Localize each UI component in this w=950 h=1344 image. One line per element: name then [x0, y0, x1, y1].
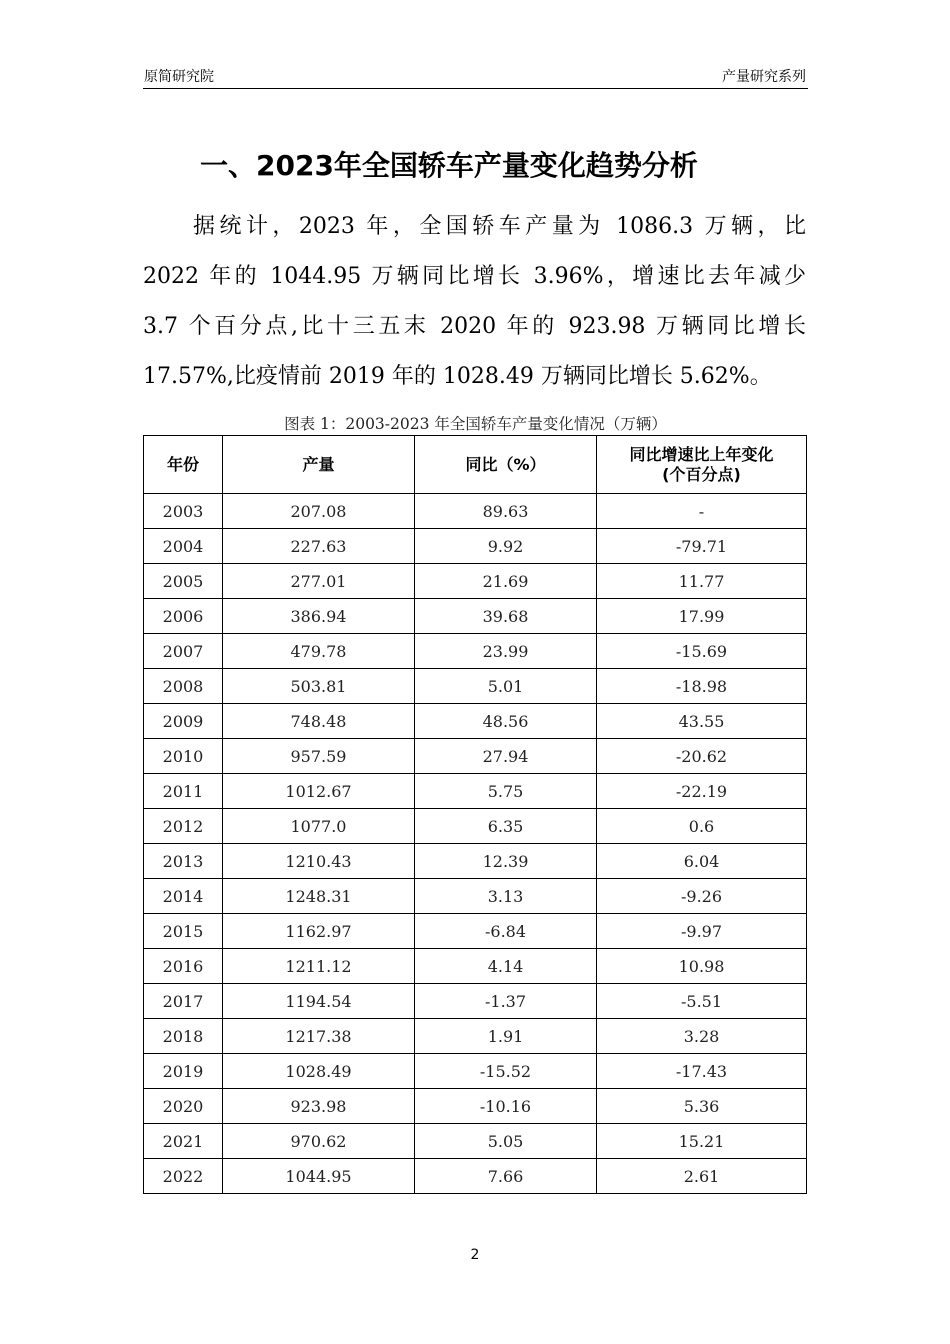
cell-yoy-change: -17.43: [597, 1054, 807, 1089]
table-row: [144, 1159, 807, 1194]
table-row: [144, 1019, 807, 1054]
cell-yoy: 21.69: [415, 564, 597, 599]
cell-yoy-change: -20.62: [597, 739, 807, 774]
cell-year: 2016: [144, 949, 223, 984]
cell-yoy: 7.66: [415, 1159, 597, 1194]
cell-output: 970.62: [223, 1124, 415, 1159]
cell-yoy: 5.05: [415, 1124, 597, 1159]
table-row: [144, 774, 807, 809]
cell-year: 2010: [144, 739, 223, 774]
cell-output: 748.48: [223, 704, 415, 739]
cell-output: 1217.38: [223, 1019, 415, 1054]
header-yoy-change: [597, 436, 807, 494]
table-caption: 图表 1：2003-2023 年全国轿车产量变化情况（万辆）: [284, 415, 667, 433]
cell-output: 1028.49: [223, 1054, 415, 1089]
cell-yoy-change: -9.97: [597, 914, 807, 949]
cell-year: 2003: [144, 494, 223, 529]
cell-output: 923.98: [223, 1089, 415, 1124]
table-row: [144, 844, 807, 879]
cell-yoy-change: 6.04: [597, 844, 807, 879]
cell-year: 2020: [144, 1089, 223, 1124]
header-divider: [143, 88, 808, 89]
cell-output: 1044.95: [223, 1159, 415, 1194]
table-row: [144, 984, 807, 1019]
header-yoy-change-line1: 同比增速比上年变化: [629, 444, 774, 464]
cell-yoy: 5.01: [415, 669, 597, 704]
cell-yoy-change: 0.6: [597, 809, 807, 844]
cell-yoy: -1.37: [415, 984, 597, 1019]
cell-yoy: 9.92: [415, 529, 597, 564]
table-row: [144, 599, 807, 634]
cell-yoy-change: 3.28: [597, 1019, 807, 1054]
paragraph-line: 3.7 个百分点,比十三五末 2020 年的 923.98 万辆同比增长: [143, 314, 806, 339]
cell-yoy-change: 11.77: [597, 564, 807, 599]
cell-yoy: -15.52: [415, 1054, 597, 1089]
cell-output: 1012.67: [223, 774, 415, 809]
table-row: [144, 634, 807, 669]
cell-year: 2018: [144, 1019, 223, 1054]
cell-year: 2012: [144, 809, 223, 844]
cell-year: 2004: [144, 529, 223, 564]
cell-yoy-change: 17.99: [597, 599, 807, 634]
cell-yoy: 48.56: [415, 704, 597, 739]
cell-output: 479.78: [223, 634, 415, 669]
cell-output: 207.08: [223, 494, 415, 529]
cell-yoy-change: -15.69: [597, 634, 807, 669]
cell-output: 1248.31: [223, 879, 415, 914]
table-row: [144, 1054, 807, 1089]
cell-year: 2015: [144, 914, 223, 949]
cell-yoy: -10.16: [415, 1089, 597, 1124]
cell-output: 1194.54: [223, 984, 415, 1019]
cell-year: 2017: [144, 984, 223, 1019]
cell-yoy: -6.84: [415, 914, 597, 949]
cell-year: 2005: [144, 564, 223, 599]
header-yoy: 同比（%）: [415, 436, 597, 494]
cell-yoy: 12.39: [415, 844, 597, 879]
cell-output: 1162.97: [223, 914, 415, 949]
table-row: [144, 809, 807, 844]
cell-yoy-change: -9.26: [597, 879, 807, 914]
table-row: [144, 1089, 807, 1124]
cell-year: 2013: [144, 844, 223, 879]
cell-yoy-change: 5.36: [597, 1089, 807, 1124]
cell-yoy: 1.91: [415, 1019, 597, 1054]
cell-output: 1077.0: [223, 809, 415, 844]
cell-output: 1211.12: [223, 949, 415, 984]
paragraph-line: 17.57%,比疫情前 2019 年的 1028.49 万辆同比增长 5.62%。: [143, 364, 772, 389]
header-output: 产量: [223, 436, 415, 494]
cell-yoy-change: 2.61: [597, 1159, 807, 1194]
cell-yoy: 3.13: [415, 879, 597, 914]
header-series: 产量研究系列: [722, 69, 806, 85]
table-row: [144, 914, 807, 949]
cell-yoy-change: -5.51: [597, 984, 807, 1019]
cell-output: 386.94: [223, 599, 415, 634]
cell-yoy-change: -79.71: [597, 529, 807, 564]
page-number: 2: [470, 1247, 480, 1263]
cell-yoy: 4.14: [415, 949, 597, 984]
table-row: [144, 494, 807, 529]
table-row: [144, 669, 807, 704]
table-header-row: [144, 436, 807, 494]
table-row: [144, 739, 807, 774]
cell-yoy-change: -18.98: [597, 669, 807, 704]
cell-yoy: 89.63: [415, 494, 597, 529]
table-row: [144, 879, 807, 914]
cell-year: 2007: [144, 634, 223, 669]
table-row: [144, 529, 807, 564]
header-year: 年份: [144, 436, 223, 494]
cell-yoy: 5.75: [415, 774, 597, 809]
cell-year: 2011: [144, 774, 223, 809]
cell-year: 2014: [144, 879, 223, 914]
cell-yoy-change: -: [597, 494, 807, 529]
table-row: [144, 949, 807, 984]
header-yoy-change-line2: (个百分点): [662, 464, 741, 484]
table-row: [144, 704, 807, 739]
body-paragraph: [143, 206, 806, 406]
cell-yoy: 23.99: [415, 634, 597, 669]
cell-yoy-change: 43.55: [597, 704, 807, 739]
cell-output: 1210.43: [223, 844, 415, 879]
cell-year: 2022: [144, 1159, 223, 1194]
cell-yoy-change: 10.98: [597, 949, 807, 984]
cell-output: 227.63: [223, 529, 415, 564]
cell-year: 2009: [144, 704, 223, 739]
cell-output: 957.59: [223, 739, 415, 774]
cell-yoy: 27.94: [415, 739, 597, 774]
section-title: 一、2023年全国轿车产量变化趋势分析: [200, 149, 698, 182]
cell-year: 2008: [144, 669, 223, 704]
cell-yoy: 39.68: [415, 599, 597, 634]
cell-year: 2021: [144, 1124, 223, 1159]
table-row: [144, 1124, 807, 1159]
cell-yoy-change: -22.19: [597, 774, 807, 809]
cell-year: 2006: [144, 599, 223, 634]
cell-output: 277.01: [223, 564, 415, 599]
cell-yoy: 6.35: [415, 809, 597, 844]
cell-yoy-change: 15.21: [597, 1124, 807, 1159]
cell-output: 503.81: [223, 669, 415, 704]
header-org: 原简研究院: [144, 69, 214, 85]
table-row: [144, 564, 807, 599]
paragraph-line: 据统计，2023 年，全国轿车产量为 1086.3 万辆，比: [193, 214, 806, 239]
production-table: [143, 435, 807, 1194]
paragraph-line: 2022 年的 1044.95 万辆同比增长 3.96%，增速比去年减少: [143, 264, 806, 289]
cell-year: 2019: [144, 1054, 223, 1089]
